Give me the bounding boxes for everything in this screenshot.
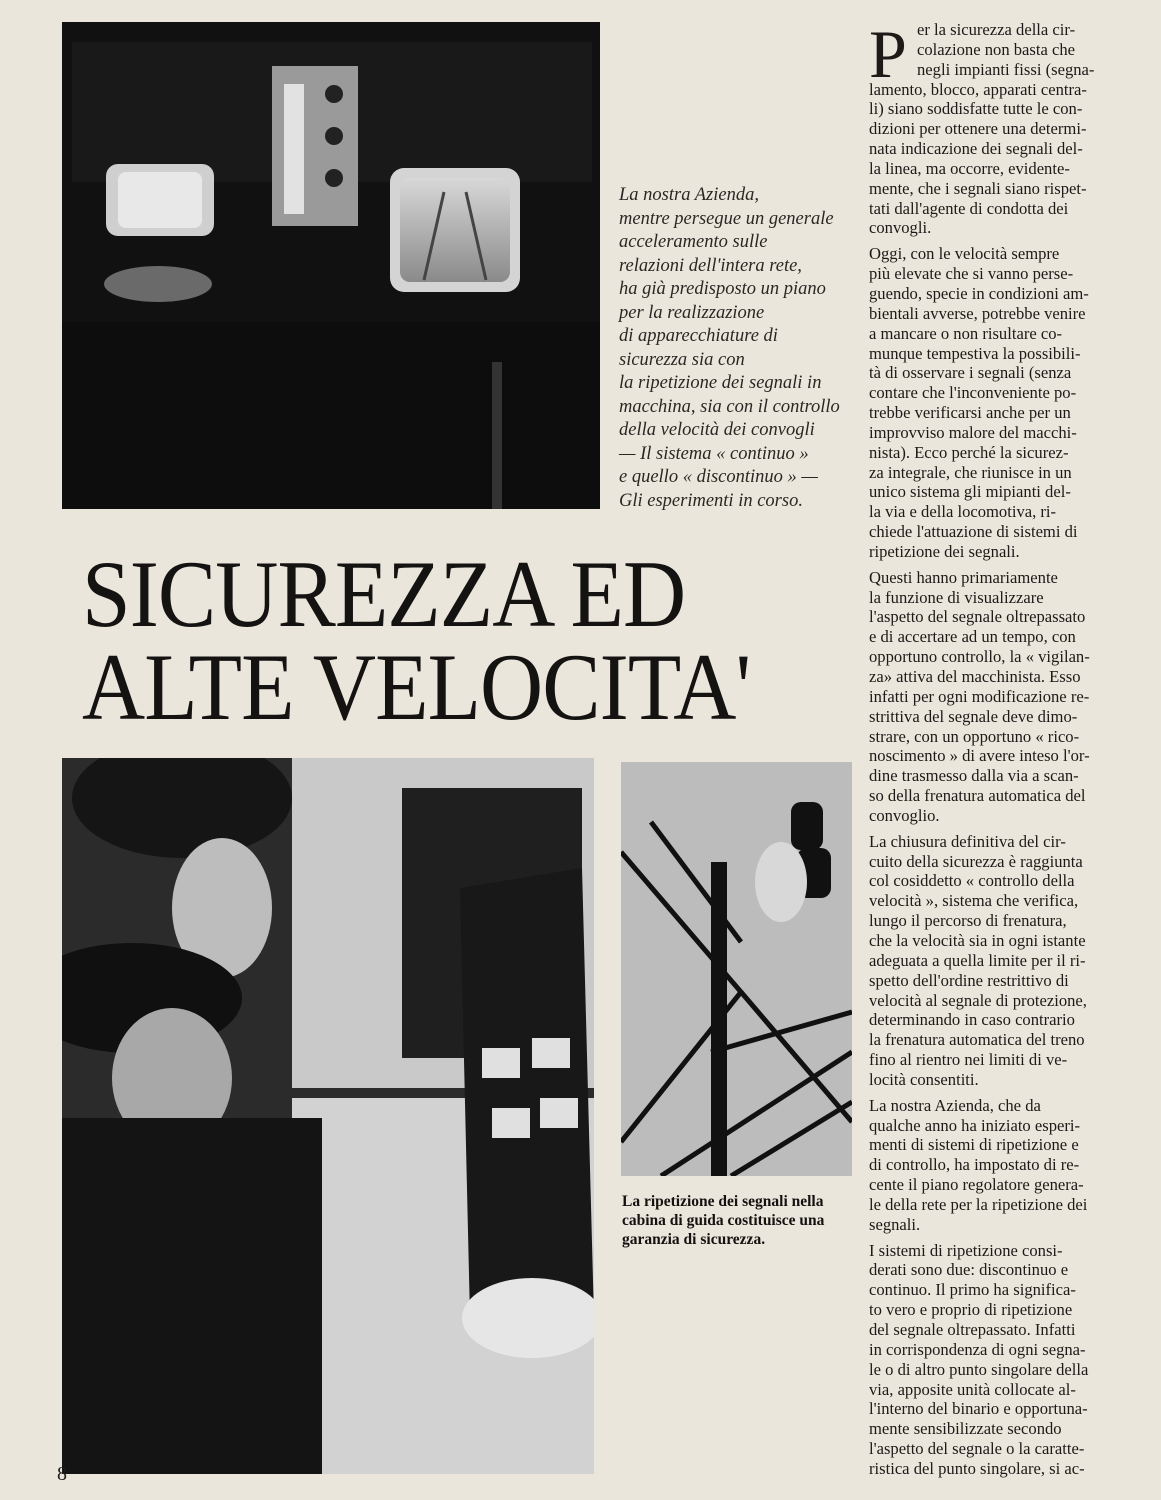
intro-line: — Il sistema « continuo » (619, 443, 809, 464)
article-line: le della rete per la ripetizione dei (869, 1194, 1088, 1214)
headline-line-1: SICUREZZA ED (82, 541, 686, 647)
article-line: nista). Ecco perché la sicurez- (869, 442, 1069, 462)
article-line: negli impianti fissi (segna- (917, 59, 1095, 79)
article-line: le o di altro punto singolare della (869, 1359, 1089, 1379)
article-line: convogli. (869, 218, 932, 238)
article-line: La nostra Azienda, che da (869, 1095, 1041, 1115)
article-line: fino al rientro nei limiti di ve- (869, 1050, 1068, 1070)
article-line: velocità », sistema che verifica, (869, 891, 1079, 911)
article-line: col cosiddetto « controllo della (869, 871, 1075, 891)
article-line: za integrale, che riunisce in un (869, 462, 1072, 482)
article-line: la frenatura automatica del treno (869, 1030, 1085, 1050)
article-line: Questi hanno primariamente (869, 567, 1058, 587)
article-line: continuo. Il primo ha significa- (869, 1280, 1076, 1300)
article-line: l'aspetto del segnale oltrepassato (869, 607, 1086, 627)
article-line: to vero e proprio di ripetizione (869, 1300, 1073, 1320)
article-line: dizioni per ottenere una determi- (869, 119, 1087, 139)
article-line: chiede l'attuazione di sistemi di (869, 522, 1078, 542)
article-line: ristica del punto singolare, si ac- (869, 1458, 1085, 1478)
article-line: qualche anno ha iniziato esperi- (869, 1115, 1081, 1135)
article-line: di controllo, ha impostato di re- (869, 1155, 1080, 1175)
article-line: la funzione di visualizzare (869, 587, 1044, 607)
article-line: e di accertare ad un tempo, con (869, 627, 1076, 647)
article-line: munque tempestiva la possibili- (869, 343, 1081, 363)
article-line: improvviso malore del macchi- (869, 422, 1077, 442)
article-line: er la sicurezza della cir- (917, 20, 1076, 39)
intro-line: sicurezza sia con (619, 349, 745, 370)
article-line: spetto dell'ordine restrittivo di (869, 970, 1069, 990)
article-line: determinando in caso contrario (869, 1010, 1075, 1030)
article-line: mente, che i segnali siano rispet- (869, 178, 1087, 198)
article-line: ripetizione dei segnali. (869, 541, 1020, 561)
intro-line: di apparecchiature di (619, 326, 778, 346)
article-line: menti di sistemi di ripetizione e (869, 1135, 1079, 1155)
intro-line: Gli esperimenti in corso. (619, 490, 803, 511)
article-headline (82, 541, 818, 740)
article-line: infatti per ogni modificazione re- (869, 686, 1090, 706)
intro-line: acceleramento sulle (619, 232, 768, 252)
article-line: segnali. (869, 1214, 921, 1234)
article-line: strare, con un opportuno « rico- (869, 726, 1080, 746)
article-line: l'aspetto del segnale o la caratte- (869, 1439, 1085, 1459)
article-line: lungo il percorso di frenatura, (869, 911, 1067, 931)
article-line: via, apposite unità collocate al- (869, 1379, 1076, 1399)
article-line: unico sistema gli mipianti del- (869, 482, 1071, 502)
article-line: cuito della sicurezza è raggiunta (869, 851, 1083, 871)
intro-line: per la realizzazione (619, 302, 765, 323)
article-line: velocità al segnale di protezione, (869, 990, 1087, 1010)
intro-line: la ripetizione dei segnali in (619, 373, 822, 393)
article-line: adeguata a quella limite per il ri- (869, 950, 1086, 970)
article-line: colazione non basta che (917, 39, 1076, 59)
article-line: lamento, blocco, apparati centra- (869, 79, 1087, 99)
article-line: nata indicazione dei segnali del- (869, 139, 1083, 159)
article-line: che la velocità sia in ogni istante (869, 930, 1086, 950)
article-line: guendo, specie in condizioni am- (869, 283, 1089, 303)
article-line: più elevate che si vanno perse- (869, 264, 1074, 284)
article-line: a mancare o non risultare co- (869, 323, 1063, 343)
article-line: l'interno del binario e opportuna- (869, 1399, 1088, 1419)
intro-blurb (619, 184, 871, 513)
article-line: derati sono due: discontinuo e (869, 1260, 1069, 1280)
article-line: tati dall'agente di condotta dei (869, 198, 1069, 218)
article-line: bientali avverse, potrebbe venire (869, 303, 1086, 323)
article-line: noscimento » di avere inteso l'or- (869, 746, 1090, 766)
intro-line: relazioni dell'intera rete, (619, 255, 802, 276)
article-line: za» attiva del macchinista. Esso (869, 667, 1081, 686)
article-line: dine trasmesso dalla via a scan- (869, 766, 1079, 786)
article-line: la linea, ma occorre, evidente- (869, 158, 1070, 178)
railway-signal-photo (621, 762, 852, 1176)
article-line: contare che l'inconveniente po- (869, 383, 1077, 403)
article-line: opportuno controllo, la « vigilan- (869, 647, 1090, 667)
intro-line: ha già predisposto un piano (619, 279, 826, 299)
article-line: La chiusura definitiva del cir- (869, 831, 1066, 851)
photo-caption: La ripetizione dei segnali nella cabina di guida costituisce una garanzia di sicurezza. (622, 1193, 825, 1248)
article-line: mente sensibilizzate secondo (869, 1419, 1062, 1439)
article-line: del segnale oltrepassato. Infatti (869, 1320, 1076, 1339)
article-line: so della frenatura automatica del (869, 786, 1086, 806)
article-line: I sistemi di ripetizione consi- (869, 1240, 1063, 1260)
intro-line: e quello « discontinuo » — (619, 467, 818, 487)
intro-line: mentre persegue un generale (619, 208, 834, 229)
article-line: tà di osservare i segnali (senza (869, 363, 1072, 383)
article-body (869, 16, 1151, 1479)
article-line: la via e della locomotiva, ri- (869, 502, 1057, 522)
drivers-in-cab-photo (62, 758, 594, 1474)
article-line: in corrispondenza di ogni segna- (869, 1339, 1086, 1359)
intro-line: della velocità dei convogli (619, 420, 815, 440)
drop-cap: P (869, 16, 907, 92)
page-number: 8 (57, 1463, 67, 1485)
article-line: convoglio. (869, 805, 940, 825)
article-line: locità consentiti. (869, 1069, 979, 1089)
article-line: cente il piano regolatore genera- (869, 1175, 1084, 1195)
article-line: trebbe verificarsi anche per un (869, 403, 1071, 423)
headline-line-2: ALTE VELOCITA' (82, 634, 751, 740)
cab-monitors-photo (62, 22, 600, 509)
intro-line: macchina, sia con il controllo (619, 396, 840, 417)
intro-line: La nostra Azienda, (619, 185, 759, 205)
article-line: li) siano soddisfatte tutte le con- (869, 99, 1083, 119)
article-line: strittiva del segnale deve dimo- (869, 706, 1078, 726)
article-line: Oggi, con le velocità sempre (869, 244, 1060, 264)
